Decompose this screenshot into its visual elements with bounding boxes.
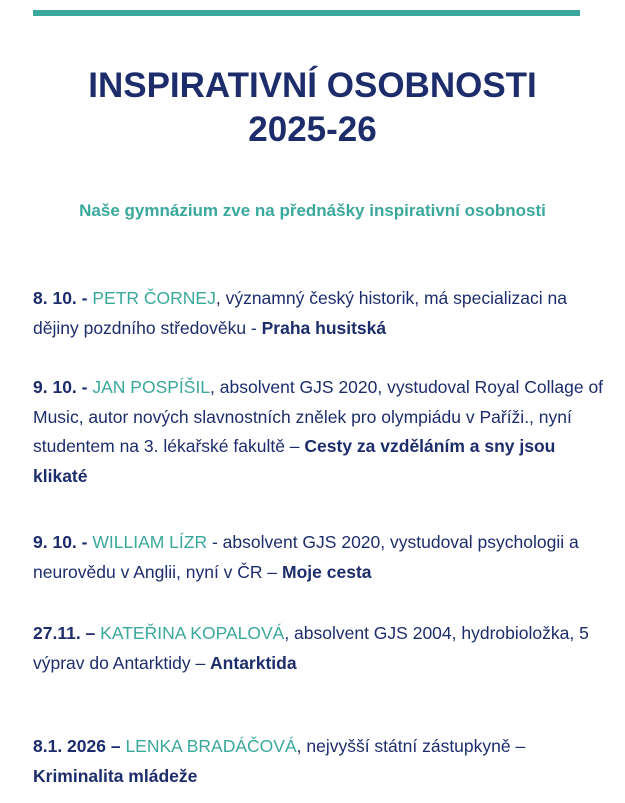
- page-subtitle: Naše gymnázium zve na přednášky inspirativní osobnosti: [79, 201, 546, 220]
- event-description: , absolvent GJS 2020, vystudoval Royal Collage of Music, autor nových slavnostních znělek pro olympiádu v Paříži., nyní studentem na 3. lékařské fakultě –: [33, 377, 604, 456]
- event-date: 8.1. 2026 –: [33, 736, 121, 756]
- page-title: [0, 64, 625, 152]
- title-line-2: 2025-26: [248, 110, 377, 149]
- event-description: , nejvyšší státní zástupkyně –: [296, 736, 526, 756]
- speaker-name: PETR ČORNEJ: [92, 288, 216, 308]
- top-accent-rule: [33, 10, 580, 16]
- title-line-1: INSPIRATIVNÍ OSOBNOSTI: [88, 66, 537, 105]
- event-date: 8. 10. -: [33, 288, 88, 308]
- event-description: - absolvent GJS 2020, vystudoval psychologii a neurovědu v Anglii, nyní v ČR –: [33, 532, 579, 582]
- event-item: [33, 528, 608, 587]
- talk-title: Kriminalita mládeže: [33, 765, 198, 786]
- speaker-name: KATEŘINA KOPALOVÁ: [100, 623, 285, 643]
- speaker-name: WILLIAM LÍZR: [92, 532, 208, 552]
- talk-title: Cesty za vzděláním a sny jsou klikaté: [33, 436, 556, 486]
- speaker-name: JAN POSPÍŠIL: [92, 377, 211, 397]
- speaker-name: LENKA BRADÁČOVÁ: [125, 736, 297, 756]
- event-description: , absolvent GJS 2004, hydrobioložka, 5 výprav do Antarktidy –: [33, 623, 589, 673]
- event-item: [33, 619, 608, 678]
- event-date: 9. 10. -: [33, 532, 88, 552]
- talk-title: Praha husitská: [261, 317, 387, 338]
- talk-title: Antarktida: [210, 652, 297, 673]
- event-item: [33, 284, 608, 343]
- event-date: 9. 10. -: [33, 377, 88, 397]
- event-item: [33, 732, 608, 791]
- event-description: , významný český historik, má specializaci na dějiny pozdního středověku -: [33, 288, 567, 338]
- event-item: [33, 373, 608, 491]
- talk-title: Moje cesta: [282, 561, 372, 582]
- event-date: 27.11. –: [33, 623, 96, 643]
